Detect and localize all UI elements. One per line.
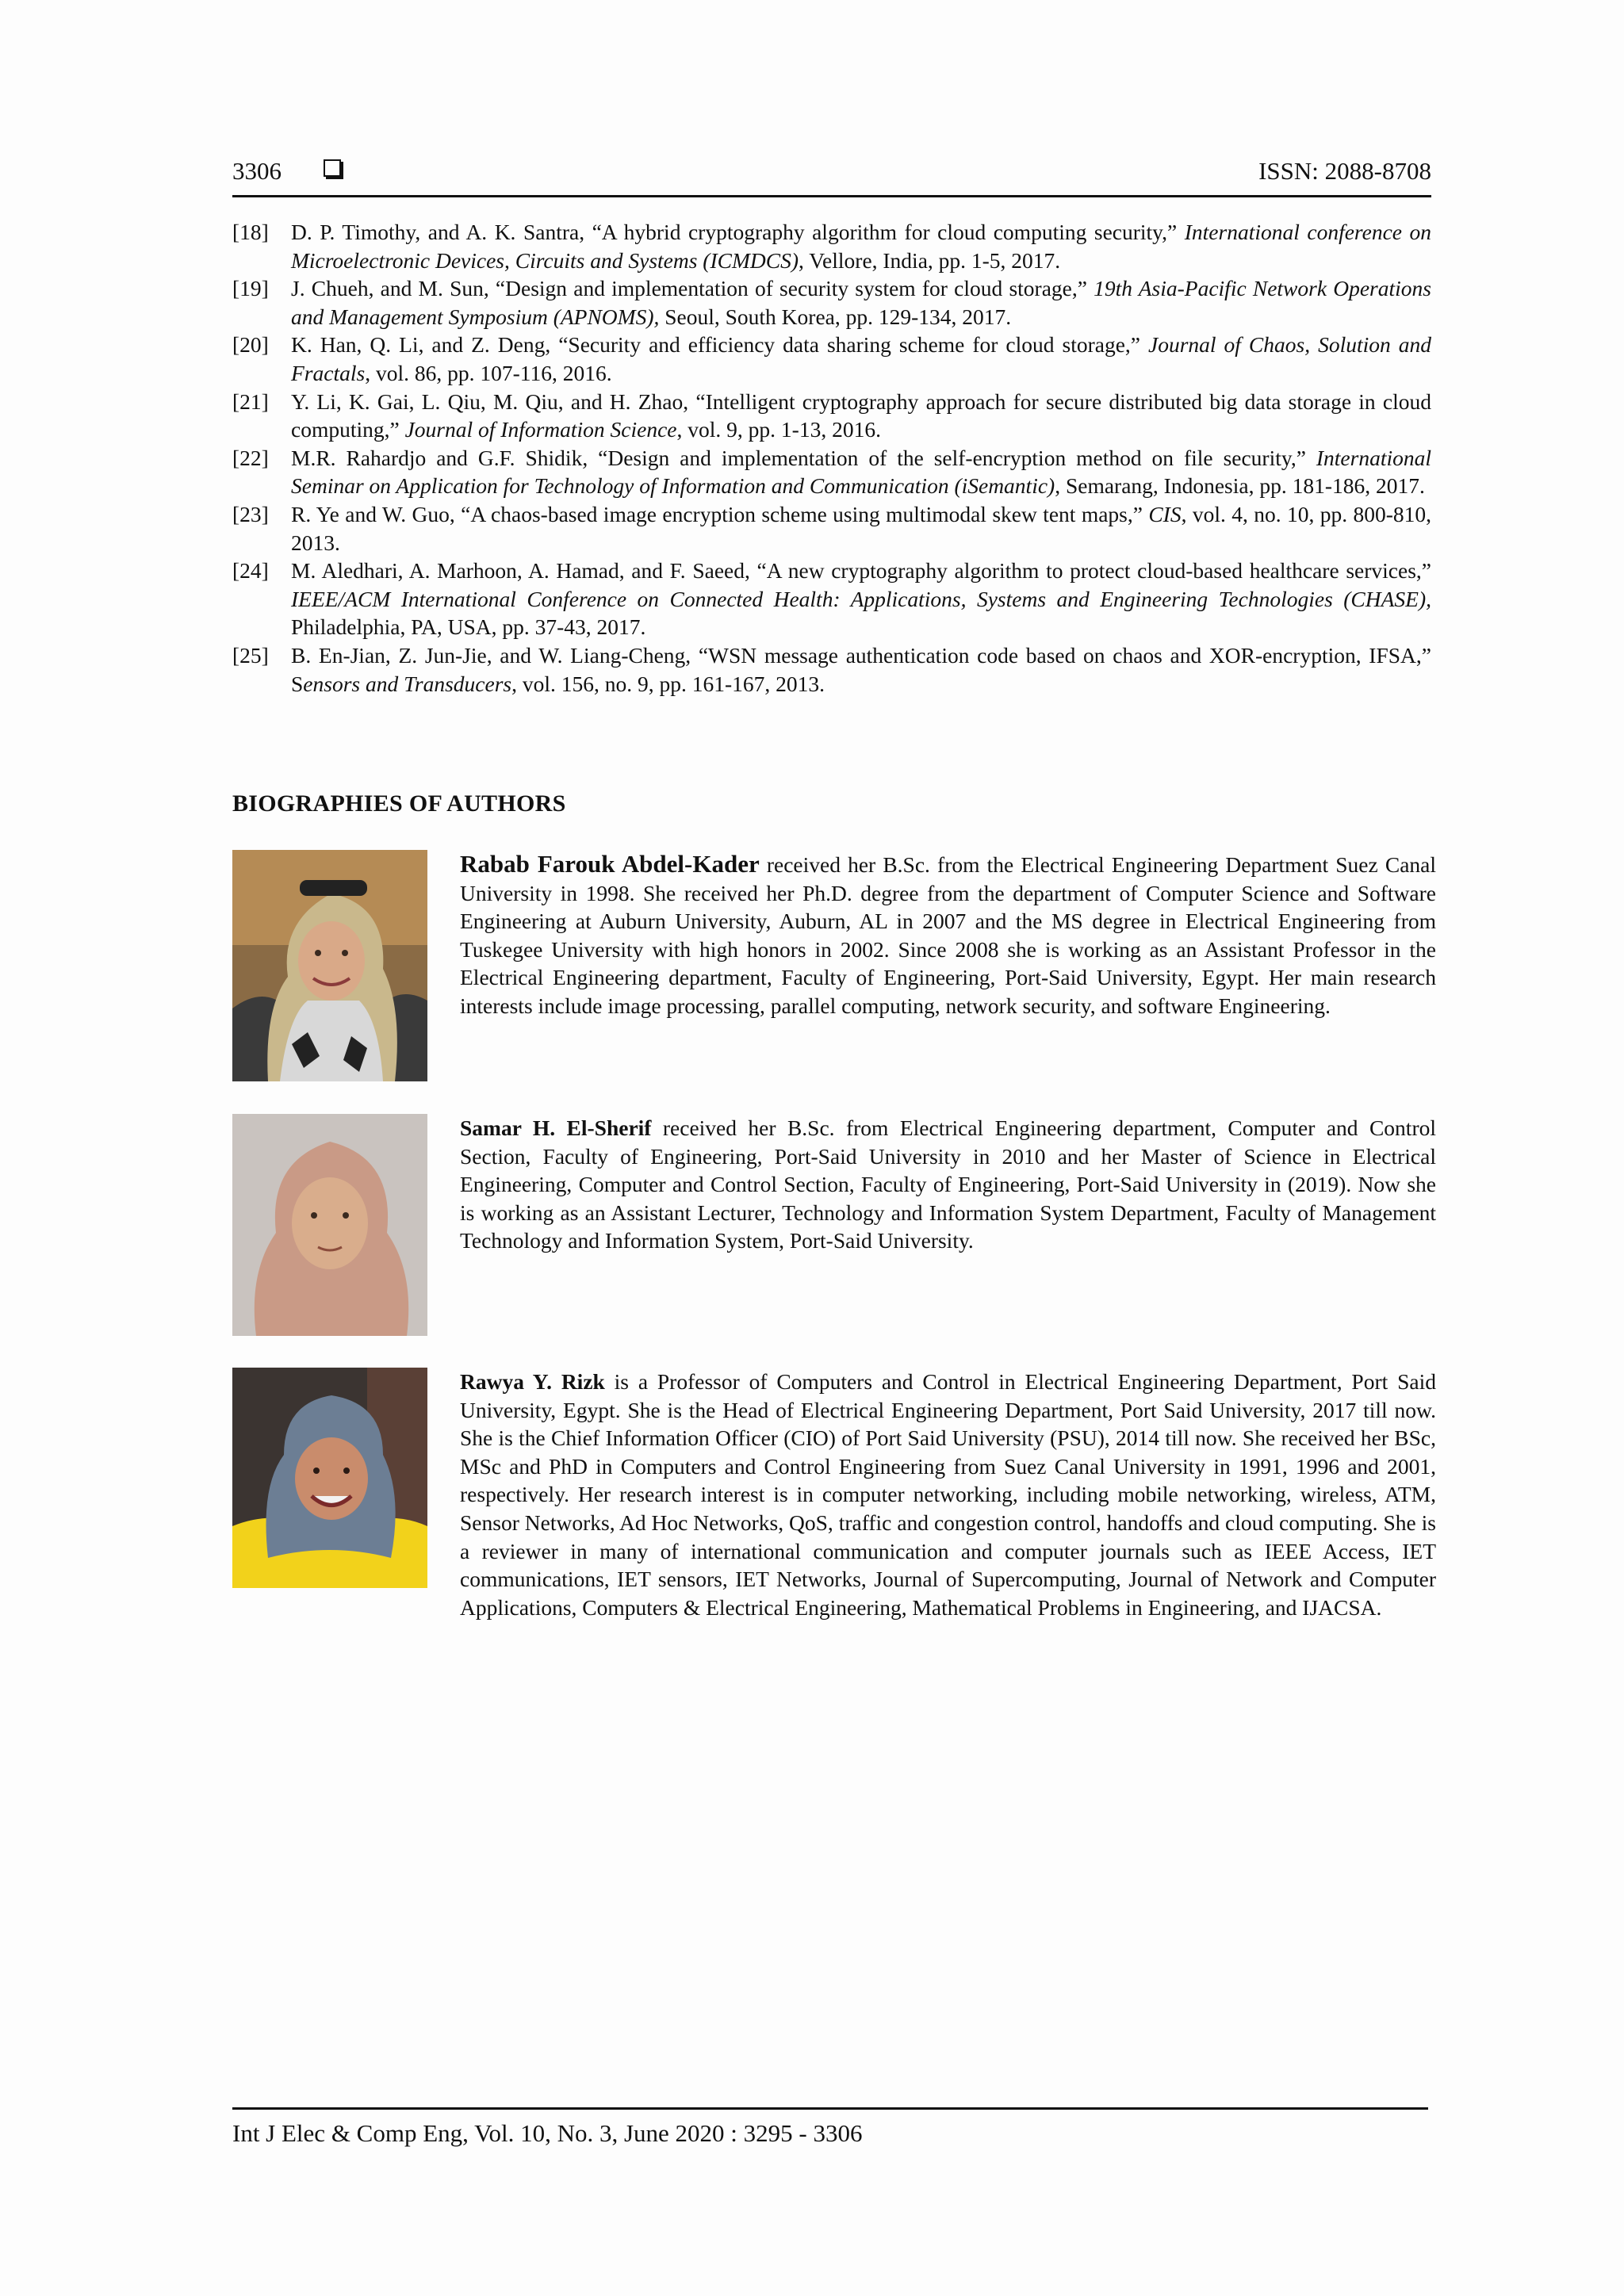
reference-text [291,557,1431,641]
reference-segment: Y. Li, K. Gai, L. Qiu, M. Qiu, and H. Zhao, “Intelligent cryptography approach for secure distributed big data storage in cloud computing,” [291,388,1431,442]
reference-segment: , vol. 86, pp. 107-116, 2016. [365,360,612,385]
reference-item [232,274,1431,331]
author-bio-body: received her B.Sc. from the Electrical Engineering Department Suez Canal University in 1998. She received her Ph.D. degree from the department of Computer Science and Software Engineering at Auburn University, Auburn, AL in 2007 and the MS degree in Electrical Engineering from Tuskegee University with high honors in 2002. Since 2008 she is working as an Assistant Professor in the Electrical Engineering department, Faculty of Engineering, Port-Said University, Egypt. Her main research interests include image processing, parallel computing, network security, and software Engineering. [460,852,1436,1018]
author-bio-text [460,1368,1436,1621]
reference-segment: M. Aledhari, A. Marhoon, A. Hamad, and F. Saeed, “A new cryptography algorithm to protect cloud-based healthcare services,” [291,558,1431,584]
reference-item [232,331,1431,387]
reference-item [232,641,1431,698]
reference-text [291,500,1431,557]
author-bio-body: is a Professor of Computers and Control in Electrical Engineering Department, Port Said University, Egypt. She is the Head of Electrical Engineering Department, Port Said University, 2017 till now. She is the Chief Information Officer (CIO) of Port Said University (PSU), 2014 till now. She received her BSc, MSc and PhD in Computers and Control Engineering from Suez Canal University in 1991, 1996 and 2001, respectively. Her research interest is in computer networking, including mobile networking, wireless, ATM, Sensor Networks, Ad Hoc Networks, QoS, traffic and congestion control, handoffs and cloud computing. She is a reviewer in many of international communication and computer journals such as IEEE Access, IET communications, IET sensors, IET Networks, Journal of Supercomputing, Journal of Network and Computer Applications, Computers & Electrical Engineering, Mathematical Problems in Engineering, and IJACSA. [460,1369,1436,1620]
reference-segment: , Semarang, Indonesia, pp. 181-186, 2017. [1055,473,1425,499]
reference-segment: B. En-Jian, Z. Jun-Jie, and W. Liang-Cheng, “WSN message authentication code based on chaos and XOR-encryption, IFSA,” S [291,642,1431,696]
reference-text [291,388,1431,444]
reference-item [232,500,1431,557]
page-footer: Int J Elec & Comp Eng, Vol. 10, No. 3, June 2020 : 3295 - 3306 [232,2107,1428,2148]
reference-venue: IEEE/ACM International Conference on Connected Health: Applications, Systems and Engineering Technologies (CHASE), [291,586,1431,611]
reference-number: [25] [232,642,269,668]
reference-venue: International Seminar on Application for Technology of Information and Communication (iSemantic) [291,445,1431,499]
reference-segment: M.R. Rahardjo and G.F. Shidik, “Design and implementation of the self-encryption method on file security,” [291,445,1316,470]
reference-item [232,218,1431,274]
box-icon [324,159,341,177]
issn: ISSN: 2088-8708 [1258,157,1431,185]
reference-text [291,331,1431,387]
biographies-heading: BIOGRAPHIES OF AUTHORS [232,790,566,817]
reference-segment: K. Han, Q. Li, and Z. Deng, “Security and efficiency data sharing scheme for cloud storage,” [291,332,1148,358]
reference-number: [24] [232,558,269,584]
reference-venue: CIS [1148,501,1182,526]
author-photo [232,850,427,1081]
reference-segment: D. P. Timothy, and A. K. Santra, “A hybrid cryptography algorithm for cloud computing security,” [291,220,1185,244]
reference-list [232,218,1431,698]
reference-text [291,444,1431,500]
reference-venue: 19th Asia-Pacific Network Operations and Management Symposium (APNOMS), [291,276,1431,329]
reference-text [291,641,1431,698]
reference-venue: Journal of Chaos, Solution and Fractals [291,332,1431,385]
author-photo [232,1368,427,1588]
reference-number: [22] [232,445,269,470]
author-photo-image [232,1114,427,1336]
reference-item [232,388,1431,444]
reference-segment: R. Ye and W. Guo, “A chaos-based image encryption scheme using multimodal skew tent maps,” [291,501,1149,526]
reference-text [291,274,1431,331]
author-name: Rawya Y. Rizk [460,1369,605,1394]
reference-segment: , Vellore, India, pp. 1-5, 2017. [798,247,1061,273]
reference-item [232,444,1431,500]
reference-venue: International conference on Microelectronic Devices, Circuits and Systems (ICMDCS) [291,220,1431,273]
reference-venue: ensors and Transducers [303,671,512,696]
reference-item [232,557,1431,641]
reference-number: [20] [232,332,269,358]
author-bio-text [460,1114,1436,1255]
reference-text [291,218,1431,274]
page-header [232,151,1431,197]
author-photo-image [232,850,427,1081]
reference-segment: , vol. 4, no. 10, pp. 800-810, 2013. [291,501,1431,555]
reference-number: [19] [232,276,269,301]
reference-segment: J. Chueh, and M. Sun, “Design and implementation of security system for cloud storage,” [291,276,1094,301]
reference-number: [21] [232,388,269,414]
reference-segment: , vol. 9, pp. 1-13, 2016. [676,417,881,442]
reference-venue: Journal of Information Science [404,417,677,442]
reference-segment: Philadelphia, PA, USA, pp. 37-43, 2017. [291,614,646,640]
author-bio-body: received her B.Sc. from Electrical Engineering department, Computer and Control Section, Faculty of Engineering, Port-Said University in 2010 and her Master of Science in Electrical Engineering, Computer and Control Section, Faculty of Engineering, Port-Said University in (2019). Now she is working as an Assistant Lecturer, Technology and Information System Department, Faculty of Management Technology and Information System, Port-Said University. [460,1115,1436,1253]
reference-segment: Seoul, South Korea, pp. 129-134, 2017. [659,304,1012,329]
author-bio-text [460,850,1436,1020]
reference-number: [18] [232,220,269,244]
reference-segment: , vol. 156, no. 9, pp. 161-167, 2013. [511,671,825,696]
reference-number: [23] [232,501,269,526]
page-number: 3306 [232,157,282,185]
author-photo [232,1114,427,1336]
author-name: Samar H. El-Sherif [460,1115,652,1140]
author-name: Rabab Farouk Abdel-Kader [460,850,760,878]
author-photo-image [232,1368,427,1588]
